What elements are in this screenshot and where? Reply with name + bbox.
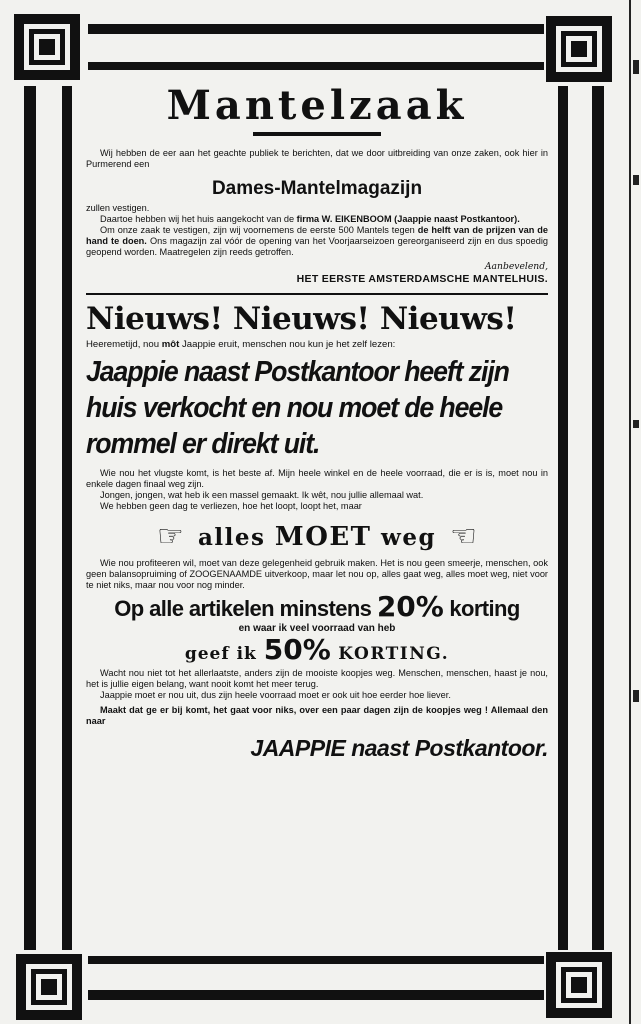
- nieuws-headline: Nieuws! Nieuws! Nieuws!: [86, 301, 517, 337]
- adjacent-column-edge: [629, 0, 641, 1024]
- intro-signature: HET EERSTE AMSTERDAMSCHE MANTELHUIS.: [296, 273, 548, 285]
- voorraad-line: en waar ik veel voorraad van heb: [238, 623, 396, 634]
- alles-moet-weg-banner: [86, 522, 548, 552]
- nieuws-paragraph-1: Wie nou het vlugste komt, is het beste af. Mijn heele winkel en de heele voorraad, die er is is, moet nou in enkele dagen finaal weg zijn.: [86, 468, 548, 489]
- corner-ornament-top-left: [14, 14, 80, 80]
- pointing-hand-icon: ☜: [450, 520, 477, 553]
- nieuws-lead: Heeremetijd, nou môt Jaappie eruit, menschen nou kun je het zelf lezen:: [86, 339, 396, 350]
- pointing-hand-icon: ☜: [157, 520, 184, 553]
- frame-bar-left-inner: [62, 86, 72, 950]
- intro-paragraph: Wij hebben de eer aan het geachte publiek te berichten, dat we door uitbreiding van onze zaken, ook hier in Purmerend een: [86, 148, 548, 169]
- nieuws-paragraph-6: Jaappie moet er nou uit, dus zijn heele voorraad moet er ook uit hoe eerder hoe liever.: [100, 690, 451, 700]
- korting-20-line: Op alle artikelen minstens 20% korting: [114, 590, 520, 623]
- frame-bar-top-outer: [88, 24, 544, 34]
- advertisement-body: [86, 84, 548, 954]
- page-title: Mantelzaak: [166, 82, 468, 129]
- intro-aanbevelend: Aanbevelend,: [484, 261, 548, 272]
- frame-bar-right-inner: [558, 86, 568, 950]
- nieuws-paragraph-3: We hebben geen dag te verliezen, hoe het loopt, loopt het, maar: [100, 501, 362, 511]
- korting-50-line: geef ik 50% KORTING.: [184, 633, 450, 666]
- nieuws-paragraph-5: Wacht nou niet tot het allerlaatste, anders zijn de mooiste koopjes weg. Menschen, menschen, haast je nou, het is jullie eigen belang, want nooit komt het meer terug.: [86, 668, 548, 689]
- nieuws-paragraph-7: Maakt dat ge er bij komt, het gaat voor niks, over een paar dagen zijn de koopjes weg ! Allemaal den naar: [86, 705, 548, 726]
- jaappie-signature: JAAPPIE naast Postkantoor.: [250, 735, 548, 761]
- frame-bar-bottom-inner: [88, 956, 544, 964]
- frame-bar-right-outer: [592, 86, 604, 950]
- corner-ornament-bottom-left: [16, 954, 82, 1020]
- corner-ornament-bottom-right: [546, 952, 612, 1018]
- frame-bar-top-inner: [88, 62, 544, 70]
- nieuws-paragraph-2: Jongen, jongen, wat heb ik een massel gemaakt. Ik wêt, nou jullie allemaal wat.: [100, 490, 424, 500]
- title-underline: [253, 132, 381, 136]
- intro-vestigen: zullen vestigen.: [86, 203, 150, 213]
- corner-ornament-top-right: [546, 16, 612, 82]
- frame-bar-left-outer: [24, 86, 36, 950]
- nieuws-paragraph-4: Wie nou profiteeren wil, moet van deze gelegenheid gebruik maken. Het is nou geen smeerje, menschen, ook geen balansopruiming of ZOOGENAAMDE uitverkoop, maar let nou op, alles gaat weg, alles moet weg, niet voor te niet niks, maar nou voor nog minder.: [86, 558, 548, 590]
- dames-heading: Dames-Mantelmagazijn: [211, 178, 423, 199]
- frame-bar-bottom-outer: [88, 990, 544, 1000]
- section-divider: [86, 293, 548, 295]
- nieuws-big-announcement: Jaappie naast Postkantoor heeft zijn huis verkocht en nou moet de heele rommel er direkt uit.: [86, 356, 509, 460]
- alles-moet-weg-text: alles MOET weg: [197, 521, 437, 552]
- intro-mantels: Om onze zaak te vestigen, zijn wij voornemens de eerste 500 Mantels tegen de helft van de prijzen van de hand te doen. Ons magazijn zal vóór de opening van het Voorjaarseizoen gereorganiseerd zijn en dus spoedig geopend worden. Maatregelen zijn reeds getroffen.: [86, 225, 548, 257]
- intro-aankoop: Daartoe hebben wij het huis aangekocht van de firma W. EIKENBOOM (Jaappie naast Postkantoor).: [100, 214, 520, 224]
